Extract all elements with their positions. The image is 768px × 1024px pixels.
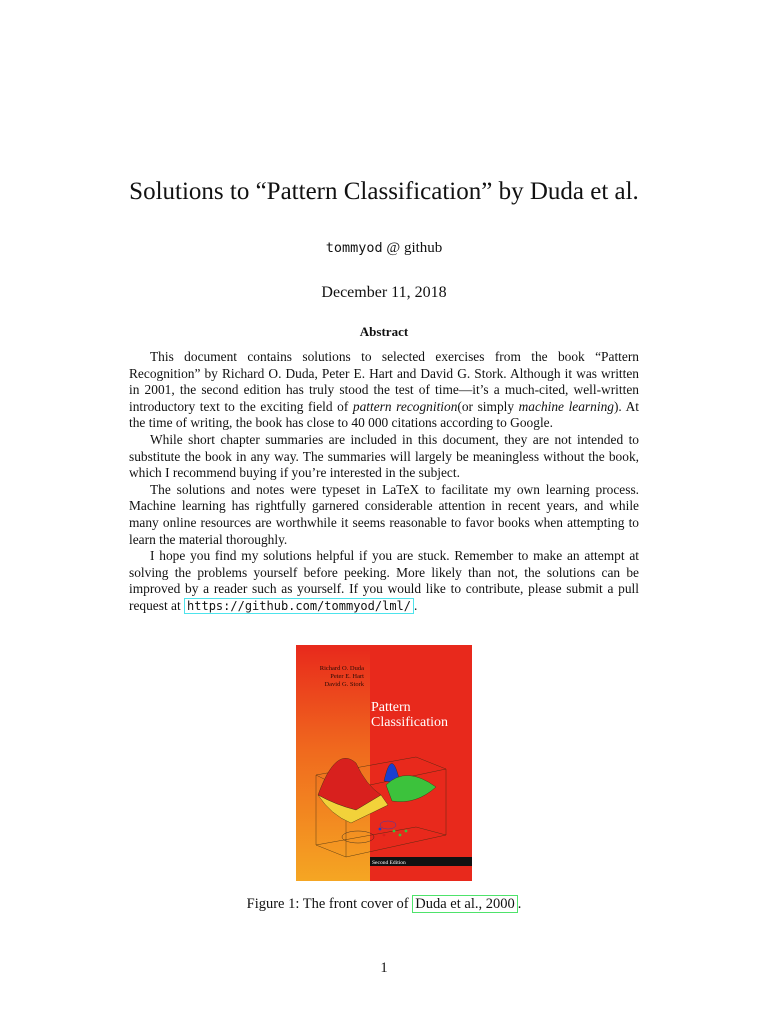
cover-author-3: David G. Stork: [324, 681, 364, 688]
p3-text-a: The solutions and notes were typeset in: [150, 481, 383, 497]
abstract-paragraph-1: [129, 349, 639, 432]
author-handle: tommyod: [325, 240, 383, 256]
abstract-body: [129, 349, 639, 615]
cover-edition-label: Second Edition: [372, 860, 406, 866]
abstract-paragraph-2: While short chapter summaries are included in this document, they are not intended to substitute the book in any way. The summaries will largely be meaningless without the book, which I recommend buying if you’re interested in the subject.: [129, 431, 639, 481]
plot-dot-4: [383, 834, 386, 837]
cover-author-2: Peter E. Hart: [330, 673, 364, 680]
document-title: Solutions to “Pattern Classification” by Duda et al.: [129, 178, 639, 205]
plot-dot-5: [379, 828, 382, 831]
abstract-heading: Abstract: [359, 324, 409, 339]
book-cover-graphic: [296, 645, 472, 881]
p1-emphasis-machine-learning: machine learning: [518, 398, 614, 414]
document-date: December 11, 2018: [321, 284, 447, 301]
caption-text: Figure 1: The front cover of: [246, 896, 413, 912]
cover-title-line-2: Classification: [371, 715, 448, 730]
plot-dot-2: [399, 834, 402, 837]
author-site: github: [403, 240, 443, 256]
p4-text: I hope you find my solutions helpful if you are stuck. Remember to make an attempt at solving the problems yourself before peeking. More likely than not, the solutions can be improved by a reader such as yourself. If you would like to contribute, please submit a pull request at: [129, 548, 639, 613]
cover-author-1: Richard O. Duda: [319, 665, 364, 672]
cover-title-line-1: Pattern: [371, 700, 411, 715]
p1-text-b: (or simply: [457, 398, 519, 414]
cover-right-panel: [370, 645, 472, 881]
citation-link[interactable]: Duda et al., 2000: [412, 895, 517, 913]
page-number: 1: [380, 960, 388, 976]
author-line: [0, 240, 768, 257]
p3-text-b: to facilitate my own learning process. Machine learning has rightfully garnered considerable attention in recent years, and while many online resources are worthwhile it seems reasonable to favor books when attempting to learn the material thoroughly.: [129, 481, 640, 547]
latex-logo: LaTeX: [382, 481, 420, 497]
book-cover-image: [296, 645, 472, 881]
p4-end: .: [414, 597, 418, 613]
p1-text-c: ). At the time of writing, the book has close to 40 000 citations according to Google.: [129, 398, 640, 431]
p1-text-a: This document contains solutions to selected exercises from the book “Pattern Recognition” by Richard O. Duda, Peter E. Hart and David G. Stork. Although it was written in 2001, the second edition has truly stood the test of time—it’s a much-cited, well-written introductory text to the exciting field of: [129, 349, 639, 414]
p1-emphasis-pattern-recognition: pattern recognition: [352, 398, 458, 414]
author-at-separator: @: [382, 240, 404, 256]
caption-end: .: [517, 896, 522, 912]
abstract-paragraph-4: [129, 548, 639, 614]
plot-dot-1: [393, 830, 396, 833]
plot-dot-3: [405, 830, 408, 833]
abstract-paragraph-3: [129, 482, 639, 548]
github-link[interactable]: https://github.com/tommyod/lml/: [184, 598, 414, 614]
figure-caption: [0, 896, 768, 913]
